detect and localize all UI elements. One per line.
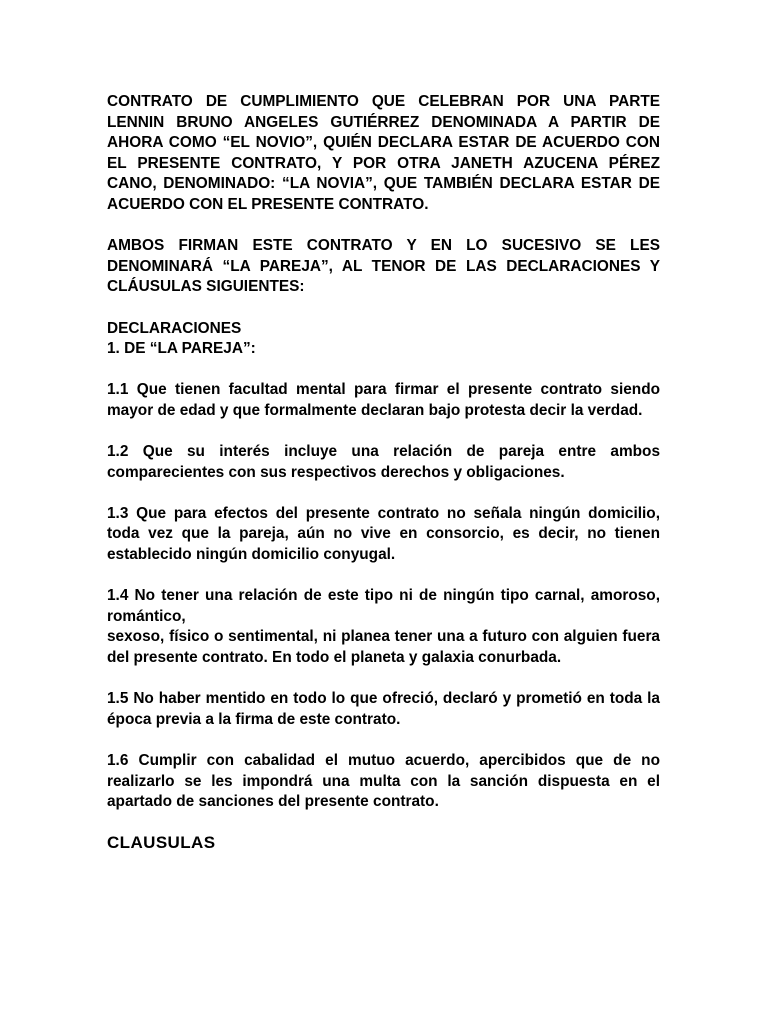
declarations-subheading: 1. DE “LA PAREJA”: bbox=[107, 340, 256, 358]
declaration-item-1-6: 1.6 Cumplir con cabalidad el mutuo acuerdo, apercibidos que de no realizarlo se les impondrá una multa con la sanción dispuesta en el apartado de sanciones del presente contrato. bbox=[107, 752, 660, 811]
declaration-item-1-2: 1.2 Que su interés incluye una relación de pareja entre ambos comparecientes con sus respectivos derechos y obligaciones. bbox=[107, 443, 660, 481]
both-sign-paragraph: AMBOS FIRMAN ESTE CONTRATO Y EN LO SUCESIVO SE LES DENOMINARÁ “LA PAREJA”, AL TENOR DE LAS DECLARACIONES Y CLÁUSULAS SIGUIENTES: bbox=[107, 237, 660, 296]
declaration-item-1-5: 1.5 No haber mentido en todo lo que ofreció, declaró y prometió en toda la época previa a la firma de este contrato. bbox=[107, 690, 660, 728]
declaration-item-1-4-part-1: 1.4 No tener una relación de este tipo ni de ningún tipo carnal, amoroso, romántico, bbox=[107, 587, 660, 625]
declarations-heading: DECLARACIONES bbox=[107, 319, 242, 337]
document-page bbox=[107, 92, 660, 875]
clauses-heading: CLAUSULAS bbox=[107, 833, 216, 853]
declaration-item-1-3: 1.3 Que para efectos del presente contrato no señala ningún domicilio, toda vez que la pareja, aún no vive en consorcio, es decir, no tienen establecido ningún domicilio conyugal. bbox=[107, 504, 660, 564]
declaration-item-1-4-part-2: sexoso, físico o sentimental, ni planea tener una a futuro con alguien fuera del presente contrato. En todo el planeta y galaxia conurbada. bbox=[107, 628, 660, 667]
contract-intro-paragraph: CONTRATO DE CUMPLIMIENTO QUE CELEBRAN POR UNA PARTE LENNIN BRUNO ANGELES GUTIÉRREZ DENOMINADA A PARTIR DE AHORA COMO “EL NOVIO”, QUIÉN DECLARA ESTAR DE ACUERDO CON EL PRESENTE CONTRATO, Y POR OTRA JANETH AZUCENA PÉREZ CANO, DENOMINADO: “LA NOVIA”, QUE TAMBIÉN DECLARA ESTAR DE ACUERDO CON EL PRESENTE CONTRATO. bbox=[107, 93, 660, 213]
declaration-item-1-1: 1.1 Que tienen facultad mental para firmar el presente contrato siendo mayor de edad y que formalmente declaran bajo protesta decir la verdad. bbox=[107, 381, 660, 419]
